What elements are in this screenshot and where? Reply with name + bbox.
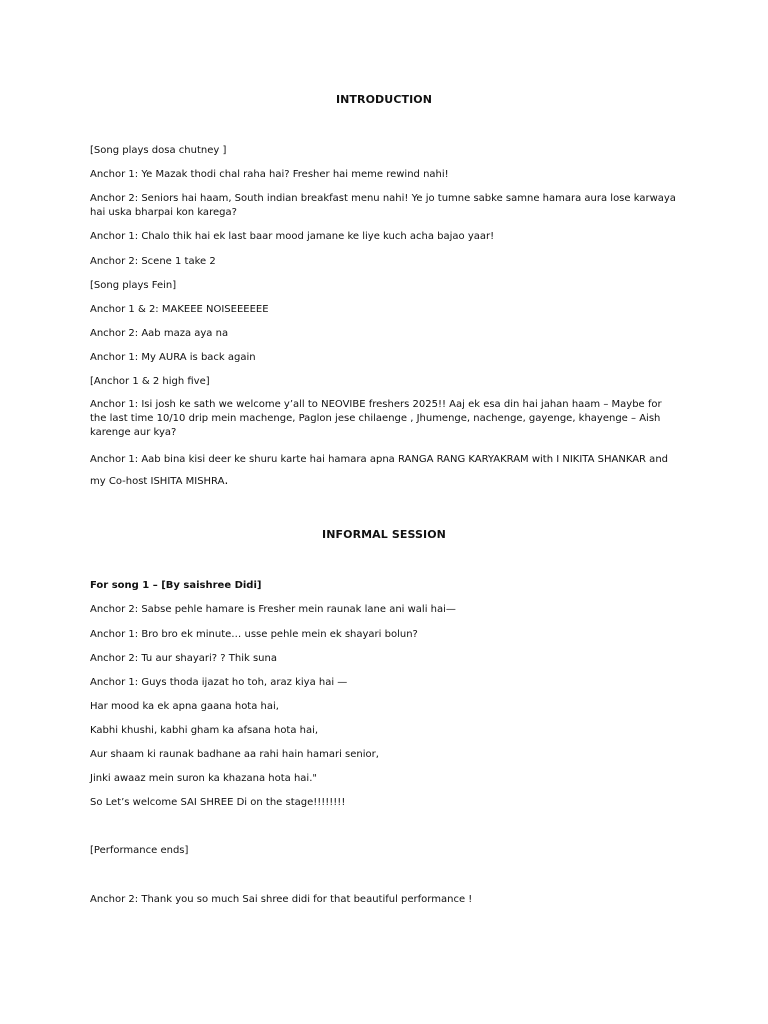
script-line: Anchor 1: Isi josh ke sath we welcome y’all to NEOVIBE freshers 2025!! Aaj ek esa din hai jahan haam – Maybe for the last time 10/10 drip mein machenge, Paglon jese chilaenge , Jhumenge, nachenge, gayenge, khayenge – Aish karenge aur kya? bbox=[90, 399, 662, 438]
script-line-closing bbox=[90, 450, 680, 492]
script-line: [Anchor 1 & 2 high five] bbox=[90, 376, 210, 387]
script-line: Anchor 2: Thank you so much Sai shree didi for that beautiful performance ! bbox=[90, 894, 473, 905]
script-line: Anchor 2: Scene 1 take 2 bbox=[90, 256, 216, 267]
informal-session-title: INFORMAL SESSION bbox=[322, 528, 446, 541]
script-line: So Let’s welcome SAI SHREE Di on the stage!!!!!!!! bbox=[90, 797, 346, 808]
script-line: [Song plays dosa chutney ] bbox=[90, 145, 227, 156]
shayari-line: Kabhi khushi, kabhi gham ka afsana hota hai, bbox=[90, 725, 319, 736]
script-line: Anchor 2: Sabse pehle hamare is Fresher mein raunak lane ani wali hai— bbox=[90, 604, 456, 615]
script-line: [Song plays Fein] bbox=[90, 280, 177, 291]
script-line: Anchor 1: Ye Mazak thodi chal raha hai? Fresher hai meme rewind nahi! bbox=[90, 169, 449, 180]
script-line: [Performance ends] bbox=[90, 845, 189, 856]
introduction-title: INTRODUCTION bbox=[335, 93, 433, 106]
script-line: Anchor 2: Aab maza aya na bbox=[90, 328, 229, 339]
script-line: Anchor 1 & 2: MAKEEE NOISEEEEEE bbox=[90, 304, 269, 315]
script-line: Anchor 2: Seniors hai haam, South indian breakfast menu nahi! Ye jo tumne sabke samne hamara aura lose karwaya hai uska bharpai kon karega? bbox=[90, 193, 676, 218]
shayari-line: Jinki awaaz mein suron ka khazana hota hai." bbox=[90, 773, 317, 784]
closing-period: . bbox=[224, 473, 229, 487]
script-line: Anchor 1: My AURA is back again bbox=[90, 352, 256, 363]
closing-text: Anchor 1: Aab bina kisi deer ke shuru karte hai hamara apna RANGA RANG KARYAKRAM with I NIKITA SHANKAR and my Co-host ISHITA MISHRA bbox=[90, 454, 668, 487]
shayari-line: Har mood ka ek apna gaana hota hai, bbox=[90, 701, 279, 712]
script-line: Anchor 1: Chalo thik hai ek last baar mood jamane ke liye kuch acha bajao yaar! bbox=[90, 231, 495, 242]
shayari-line: Aur shaam ki raunak badhane aa rahi hain hamari senior, bbox=[90, 749, 379, 760]
script-line: Anchor 1: Guys thoda ijazat ho toh, araz kiya hai — bbox=[90, 677, 348, 688]
script-line: Anchor 1: Bro bro ek minute… usse pehle mein ek shayari bolun? bbox=[90, 629, 418, 640]
song-heading: For song 1 – [By saishree Didi] bbox=[90, 580, 262, 591]
script-line: Anchor 2: Tu aur shayari? ? Thik suna bbox=[90, 653, 277, 664]
